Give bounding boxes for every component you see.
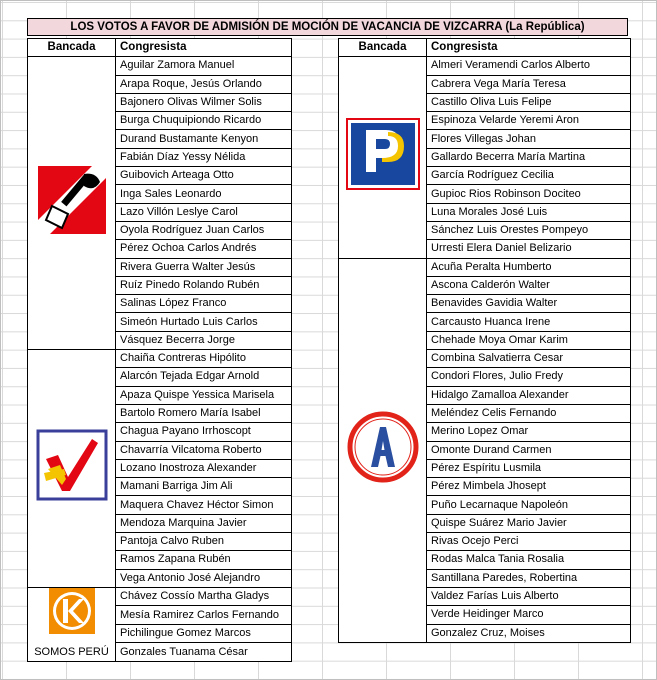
app-shovel-logo (28, 57, 116, 350)
congresista-name: García Rodríguez Cecilia (427, 167, 631, 185)
congresista-name: Fabián Díaz Yessy Nélida (116, 148, 292, 166)
congresista-name: Benavides Gavidia Walter (427, 295, 631, 313)
congresista-name: Chagua Payano Irrhoscopt (116, 423, 292, 441)
table-row (339, 57, 631, 75)
congresista-name: Mendoza Marquina Javier (116, 514, 292, 532)
congresista-name: Rivas Ocejo Perci (427, 533, 631, 551)
congresista-name: Merino Lopez Omar (427, 423, 631, 441)
app-v-logo (28, 350, 116, 588)
congresista-name: Ruíz Pinedo Rolando Rubén (116, 276, 292, 294)
congresista-name: Almeri Veramendi Carlos Alberto (427, 57, 631, 75)
bancada-label: SOMOS PERÚ (34, 645, 109, 658)
congresista-name: Pichilingue Gomez Marcos (116, 624, 292, 643)
congresista-name: Castillo Oliva Luis Felipe (427, 93, 631, 111)
congresista-name: Carcausto Huanca Irene (427, 313, 631, 331)
congresista-name: Bajonero Olivas Wilmer Solis (116, 93, 292, 111)
congresista-name: Guibovich Arteaga Otto (116, 167, 292, 185)
table-row (28, 350, 292, 368)
congresista-name: Sánchez Luis Orestes Pompeyo (427, 221, 631, 239)
congresista-name: Bartolo Romero María Isabel (116, 404, 292, 422)
congresista-name: Vásquez Becerra Jorge (116, 331, 292, 349)
accion-popular-logo (339, 258, 427, 642)
congresista-name: Gupioc Rios Robinson Dociteo (427, 185, 631, 203)
congresista-name: Espinoza Velarde Yeremi Aron (427, 112, 631, 130)
header-bancada: Bancada (28, 39, 116, 57)
congresista-name: Puño Lecarnaque Napoleón (427, 496, 631, 514)
table-row (339, 258, 631, 276)
congresista-name: Inga Sales Leonardo (116, 185, 292, 203)
congresista-name: Apaza Quispe Yessica Marisela (116, 386, 292, 404)
congresista-name: Oyola Rodríguez Juan Carlos (116, 221, 292, 239)
congresista-name: Chaiña Contreras Hipólito (116, 350, 292, 368)
congresista-name: Valdez Farías Luis Alberto (427, 587, 631, 605)
congresista-name: Chehade Moya Omar Karim (427, 331, 631, 349)
congresista-name: Aguilar Zamora Manuel (116, 57, 292, 75)
congresista-name: Lazo Villón Leslye Carol (116, 203, 292, 221)
congresista-name: Mesía Ramirez Carlos Fernando (116, 606, 292, 625)
table-row (28, 57, 292, 75)
congresista-name: Pérez Espíritu Lusmila (427, 459, 631, 477)
table-row (28, 587, 292, 606)
congresista-name: Salinas López Franco (116, 295, 292, 313)
congresista-name: Lozano Inostroza Alexander (116, 459, 292, 477)
congresista-name: Alarcón Tejada Edgar Arnold (116, 368, 292, 386)
congresista-name: Durand Bustamante Kenyon (116, 130, 292, 148)
congresista-name: Mamani Barriga Jim Ali (116, 478, 292, 496)
congresista-name: Burga Chuquipiondo Ricardo (116, 112, 292, 130)
congresista-name: Pérez Ochoa Carlos Andrés (116, 240, 292, 258)
k-logo (28, 587, 116, 661)
congresista-name: Simeón Hurtado Luis Carlos (116, 313, 292, 331)
header-congresista: Congresista (116, 39, 292, 57)
left-table (27, 38, 292, 662)
congresista-name: Arapa Roque, Jesús Orlando (116, 75, 292, 93)
congresista-name: Pérez Mimbela Jhosept (427, 478, 631, 496)
congresista-name: Pantoja Calvo Ruben (116, 533, 292, 551)
congresista-name: Luna Morales José Luis (427, 203, 631, 221)
podemos-logo (339, 57, 427, 258)
congresista-name: Flores Villegas Johan (427, 130, 631, 148)
congresista-name: Cabrera Vega María Teresa (427, 75, 631, 93)
right-table (338, 38, 631, 643)
congresista-name: Rivera Guerra Walter Jesús (116, 258, 292, 276)
congresista-name: Maquera Chavez Héctor Simon (116, 496, 292, 514)
header-bancada: Bancada (339, 39, 427, 57)
congresista-name: Vega Antonio José Alejandro (116, 569, 292, 587)
congresista-name: Acuña Peralta Humberto (427, 258, 631, 276)
congresista-name: Hidalgo Zamalloa Alexander (427, 386, 631, 404)
congresista-name: Gonzalez Cruz, Moises (427, 624, 631, 642)
congresista-name: Ascona Calderón Walter (427, 276, 631, 294)
congresista-name: Rodas Malca Tania Rosalia (427, 551, 631, 569)
page-title: LOS VOTOS A FAVOR DE ADMISIÓN DE MOCIÓN DE VACANCIA DE VIZCARRA (La República) (27, 18, 628, 36)
congresista-name: Combina Salvatierra Cesar (427, 350, 631, 368)
congresista-name: Meléndez Celis Fernando (427, 404, 631, 422)
congresista-name: Chávez Cossío Martha Gladys (116, 587, 292, 606)
congresista-name: Quispe Suárez Mario Javier (427, 514, 631, 532)
congresista-name: Gonzales Tuanama César (116, 643, 292, 662)
congresista-name: Condori Flores, Julio Fredy (427, 368, 631, 386)
congresista-name: Verde Heidinger Marco (427, 606, 631, 624)
congresista-name: Urresti Elera Daniel Belizario (427, 240, 631, 258)
congresista-name: Ramos Zapana Rubén (116, 551, 292, 569)
congresista-name: Santillana Paredes, Robertina (427, 569, 631, 587)
congresista-name: Omonte Durand Carmen (427, 441, 631, 459)
congresista-name: Chavarría Vilcatoma Roberto (116, 441, 292, 459)
header-congresista: Congresista (427, 39, 631, 57)
congresista-name: Gallardo Becerra María Martina (427, 148, 631, 166)
